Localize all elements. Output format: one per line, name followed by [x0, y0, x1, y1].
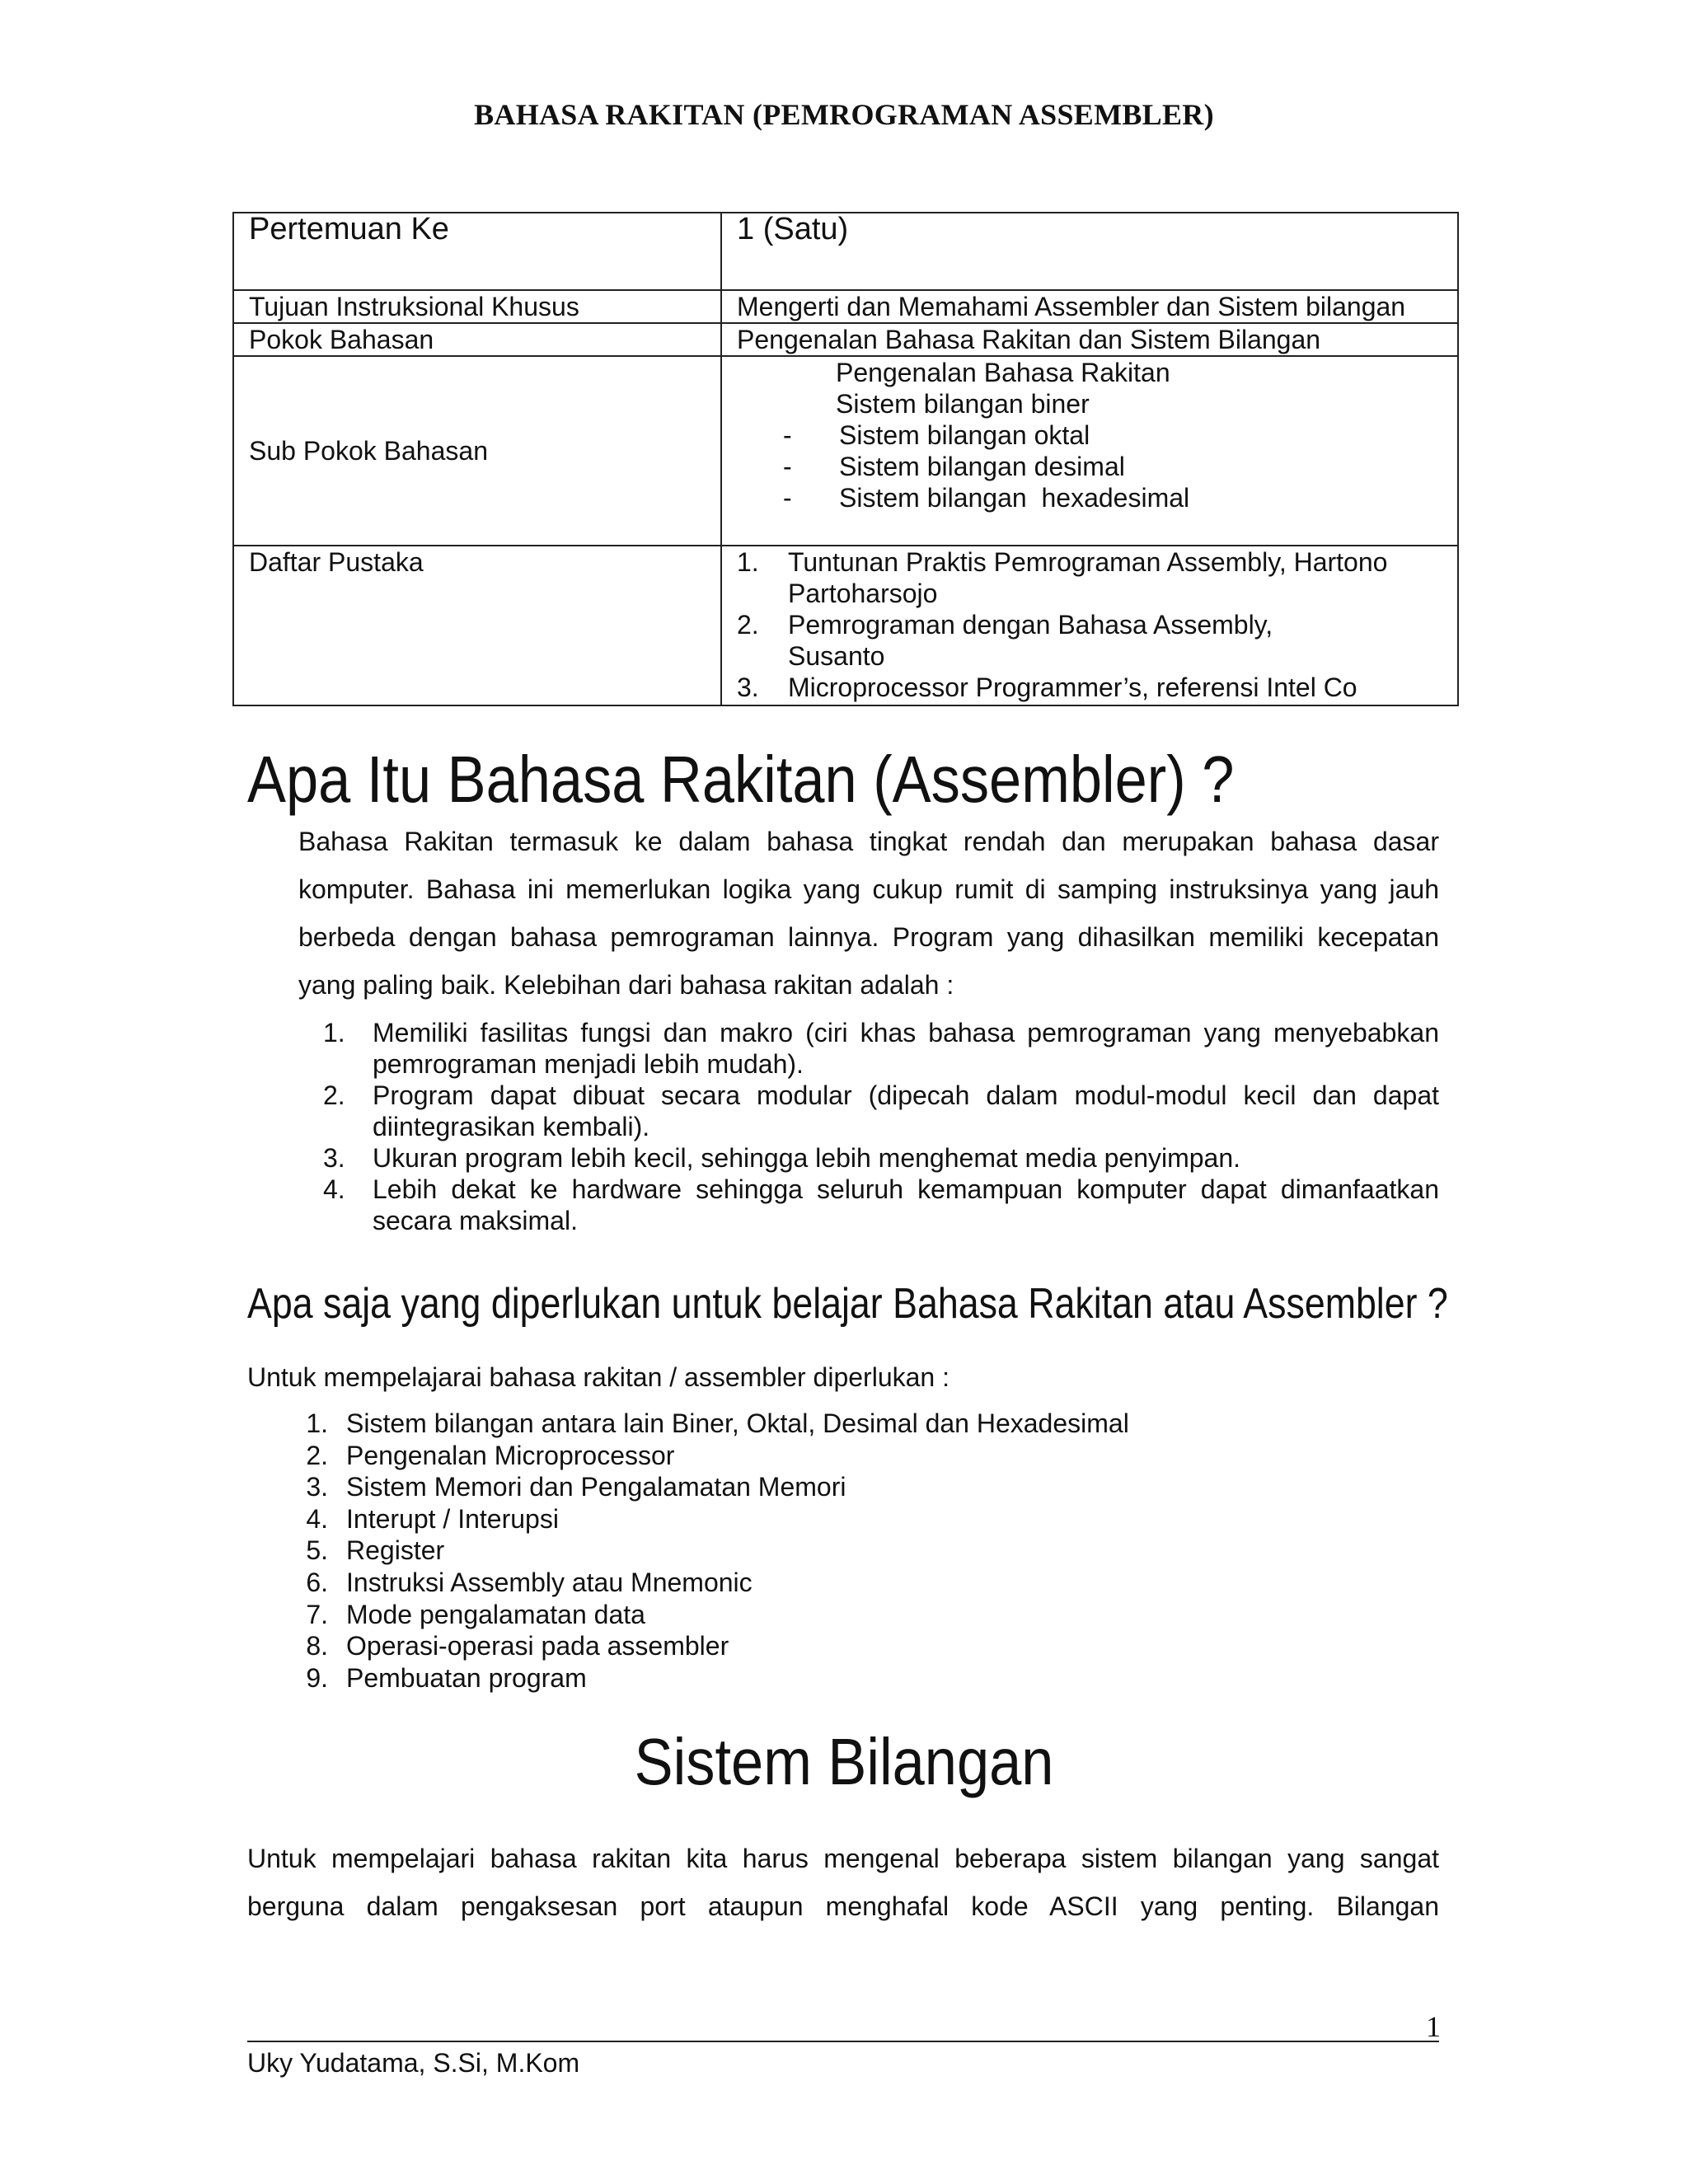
pokok-value: Pengenalan Bahasa Rakitan dan Sistem Bilangan [721, 323, 1458, 356]
list-number: 8. [306, 1631, 328, 1661]
dash-marker: - [783, 483, 792, 513]
list-number: 2. [306, 1440, 328, 1470]
list-number: 1. [737, 547, 759, 577]
list-item-text: Pengenalan Microprocessor [346, 1440, 675, 1470]
sub-pokok-list [721, 356, 1458, 546]
list-item: Sistem bilangan biner [836, 389, 1090, 419]
pokok-label: Pokok Bahasan [233, 323, 721, 356]
list-number: 1. [323, 1018, 345, 1047]
tujuan-value: Mengerti dan Memahami Assembler dan Sistem bilangan [721, 290, 1458, 323]
list-item [737, 609, 1457, 672]
section-heading-requirements: Apa saja yang diperlukan untuk belajar Bahasa Rakitan atau Assembler ? [247, 1280, 1448, 1328]
list-item-text: Pemrograman dengan Bahasa Assembly, Susanto [788, 610, 1273, 671]
table-row [233, 356, 1458, 546]
list-item: Pengenalan Bahasa Rakitan [836, 358, 1170, 387]
list-item [247, 1630, 1401, 1662]
list-item [247, 1503, 1401, 1535]
list-item [298, 1017, 1439, 1080]
list-number: 4. [323, 1174, 345, 1204]
list-item [247, 1471, 1401, 1503]
table-row [233, 546, 1458, 705]
list-item-text: Register [346, 1535, 445, 1566]
list-number: 1. [306, 1408, 328, 1438]
list-number: 3. [306, 1472, 328, 1502]
advantages-list [298, 1017, 1439, 1236]
list-number: 4. [306, 1503, 328, 1534]
intro-paragraph: Bahasa Rakitan termasuk ke dalam bahasa tingkat rendah dan merupakan bahasa dasar komputer. Bahasa ini memerlukan logika yang cukup rumit di samping instruksinya yang jauh berbeda dengan bahasa pemrograman lainnya. Program yang dihasilkan memiliki kecepatan yang paling baik. Kelebihan dari bahasa rakitan adalah : [298, 827, 1439, 1000]
list-item-text: Interupt / Interupsi [346, 1503, 559, 1534]
sub-pokok-label: Sub Pokok Bahasan [233, 356, 721, 546]
list-item-text: Pembuatan program [346, 1662, 587, 1693]
footer-author: Uky Yudatama, S.Si, M.Kom [247, 2048, 580, 2078]
list-number: 2. [737, 610, 759, 640]
requirements-list [247, 1408, 1401, 1694]
list-item [247, 1440, 1401, 1472]
list-item [737, 451, 1457, 482]
list-number: 5. [306, 1535, 328, 1566]
list-item [737, 672, 1457, 703]
list-item [737, 419, 1457, 451]
list-item [247, 1599, 1401, 1631]
dash-marker: - [783, 452, 792, 481]
list-item-text: Sistem bilangan antara lain Biner, Oktal, Desimal dan Hexadesimal [346, 1408, 1129, 1438]
list-item-text: Sistem bilangan desimal [839, 452, 1125, 481]
course-info-table [232, 212, 1459, 706]
list-item [298, 1080, 1439, 1142]
list-item [247, 1535, 1401, 1567]
pertemuan-value: 1 (Satu) [721, 213, 1458, 290]
list-item-text: Memiliki fasilitas fungsi dan makro (ciri khas bahasa pemrograman yang menyebabkan pemrograman menjadi lebih mudah). [373, 1018, 1439, 1079]
section-heading-assembler: Apa Itu Bahasa Rakitan (Assembler) ? [247, 743, 1235, 816]
pertemuan-label: Pertemuan Ke [233, 213, 721, 290]
section-heading-number-systems [0, 1722, 1688, 1802]
table-row [233, 323, 1458, 356]
page-title: BAHASA RAKITAN (PEMROGRAMAN ASSEMBLER) [474, 98, 1214, 131]
list-item-text: Mode pengalamatan data [346, 1599, 645, 1629]
list-item-text: Lebih dekat ke hardware sehingga seluruh kemampuan komputer dapat dimanfaatkan secara maksimal. [373, 1174, 1439, 1235]
list-number: 9. [306, 1662, 328, 1693]
list-item-text: Program dapat dibuat secara modular (dipecah dalam modul-modul kecil dan dapat diintegrasikan kembali). [373, 1080, 1439, 1141]
table-row [233, 213, 1458, 290]
list-item [247, 1662, 1401, 1694]
tujuan-label: Tujuan Instruksional Khusus [233, 290, 721, 323]
list-item [737, 482, 1457, 513]
number-systems-paragraph: Untuk mempelajari bahasa rakitan kita harus mengenal beberapa sistem bilangan yang sangat berguna dalam pengaksesan port ataupun menghafal kode ASCII yang penting. Bilangan [247, 1844, 1439, 1921]
table-row [233, 290, 1458, 323]
list-item-text: Sistem bilangan oktal [839, 420, 1090, 450]
list-number: 3. [323, 1143, 345, 1173]
page-number: 1 [1426, 2010, 1441, 2043]
list-number: 6. [306, 1567, 328, 1597]
list-item [737, 546, 1457, 609]
dash-marker: - [783, 420, 792, 450]
list-item [247, 1408, 1401, 1440]
list-item-text: Ukuran program lebih kecil, sehingga lebih menghemat media penyimpan. [373, 1143, 1241, 1173]
list-item [247, 1567, 1401, 1599]
list-item-text: Sistem bilangan hexadesimal [839, 483, 1190, 513]
heading-text: Sistem Bilangan [634, 1725, 1054, 1798]
list-item-text: Sistem Memori dan Pengalamatan Memori [346, 1472, 846, 1502]
list-item-text: Tuntunan Praktis Pemrograman Assembly, Hartono Partoharsojo [788, 547, 1388, 608]
list-number: 3. [737, 673, 759, 702]
list-number: 2. [323, 1080, 345, 1110]
list-number: 7. [306, 1599, 328, 1629]
pustaka-list [721, 546, 1458, 705]
list-item [298, 1142, 1439, 1174]
footer-divider [247, 2041, 1439, 2042]
pustaka-label: Daftar Pustaka [233, 546, 721, 705]
list-item [298, 1174, 1439, 1236]
list-item-text: Microprocessor Programmer’s, referensi Intel Co [788, 673, 1357, 702]
list-item-text: Instruksi Assembly atau Mnemonic [346, 1567, 753, 1597]
list-item-text: Operasi-operasi pada assembler [346, 1631, 729, 1661]
requirements-intro: Untuk mempelajarai bahasa rakitan / assembler diperlukan : [247, 1362, 950, 1392]
